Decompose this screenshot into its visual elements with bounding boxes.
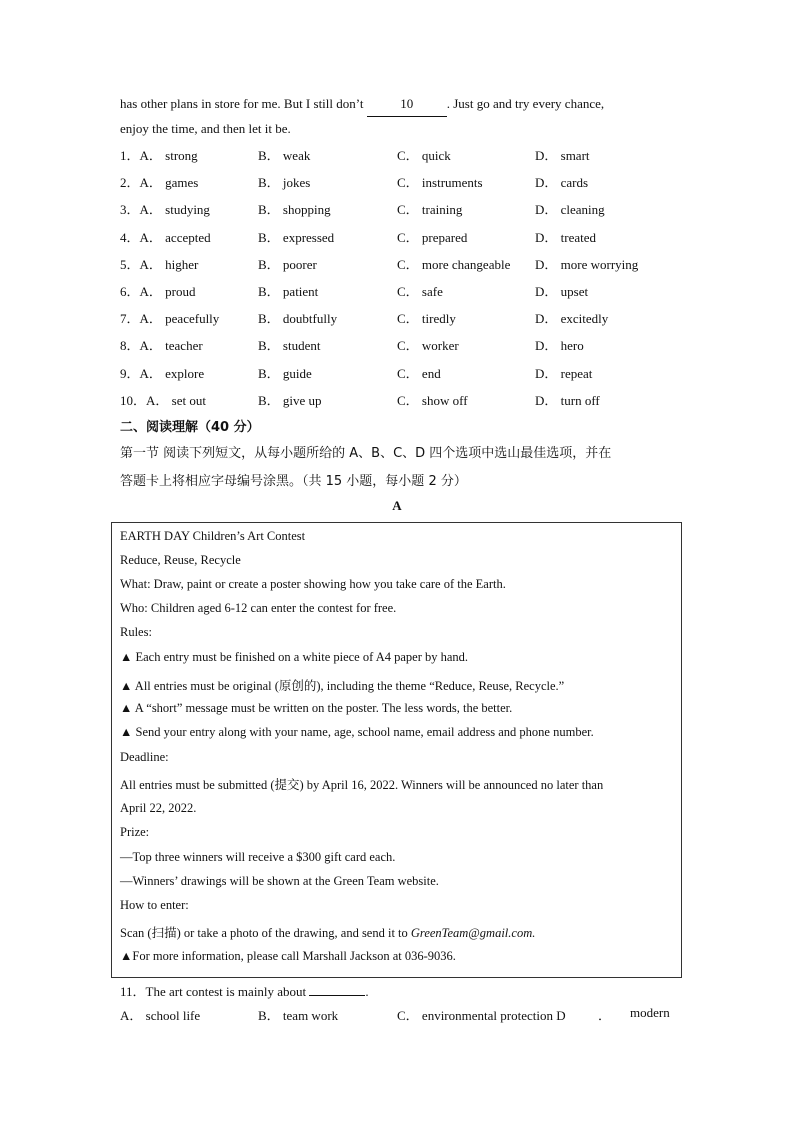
option-b: B． doubtfully (258, 311, 338, 327)
question-11-blank (309, 995, 365, 996)
option-a (120, 199, 210, 218)
deadline-line-1: All entries must be submitted (提交) by April 16, 2022. Winners will be announced no later than (120, 778, 604, 792)
instruction-line-1: 第一节 阅读下列短文，从每小题所给的 A、B、C、D 四个选项中选山最佳选项，并在 (120, 446, 612, 461)
passage-line-2: enjoy the time, and then let it be. (120, 121, 291, 136)
option-b: B． poorer (258, 256, 317, 272)
option-a (120, 335, 203, 354)
notice-subtitle: Reduce, Reuse, Recycle (120, 553, 241, 567)
option-a-text: A． studying (139, 202, 210, 218)
prize-line-1: —Top three winners will receive a $300 gift card each. (120, 850, 396, 864)
option-c: C． quick (397, 148, 451, 163)
passage-label: A (392, 498, 402, 513)
q11-option-b: B． team work (258, 1008, 339, 1023)
option-d: D． hero (535, 338, 584, 354)
option-d: D． more worrying (535, 256, 639, 272)
passage-ending (120, 92, 675, 141)
option-a (120, 145, 198, 164)
section-instructions (120, 440, 680, 496)
rule-3: ▲ A “short” message must be written on the poster. The less words, the better. (120, 701, 513, 715)
option-a-text: A． higher (139, 256, 199, 272)
option-row (120, 254, 680, 281)
how-to-enter-text: Scan (扫描) or take a photo of the drawing, and send it to GreenTeam@gmail.com. (120, 926, 536, 940)
rules-label: Rules: (120, 625, 152, 639)
question-number: 4． (120, 229, 140, 245)
option-row (120, 335, 680, 362)
notice-what: What: Draw, paint or create a poster showing how you take care of the Earth. (120, 577, 506, 591)
option-b: B． weak (258, 148, 311, 163)
notice-who: Who: Children aged 6-12 can enter the contest for free. (120, 601, 397, 615)
option-row (120, 363, 680, 390)
rule-4: ▲ Send your entry along with your name, age, school name, email address and phone number. (120, 725, 594, 739)
notice-title: EARTH DAY Children’s Art Contest (120, 529, 306, 543)
instruction-line-2: 答题卡上将相应字母编号涂黑。（共 15 小题，每小题 2 分） (120, 474, 467, 489)
question-number: 3． (120, 202, 140, 218)
q11-option-c: C． environmental protection D (397, 1008, 566, 1023)
option-b: B． student (258, 338, 321, 354)
option-d: D． cards (535, 175, 589, 191)
option-c: C． worker (397, 338, 459, 354)
q11-option-d: modern (630, 1005, 670, 1020)
deadline-label: Deadline: (120, 750, 169, 764)
option-row (120, 227, 680, 254)
option-d: D． cleaning (535, 202, 605, 218)
contest-email: GreenTeam@gmail.com. (410, 926, 536, 940)
option-a-text: A． proud (139, 284, 196, 299)
option-a-text: A． games (139, 175, 199, 191)
option-c: C． instruments (397, 175, 483, 191)
prize-line-2: —Winners’ drawings will be shown at the Green Team website. (120, 874, 439, 888)
option-a (120, 363, 204, 382)
option-row (120, 199, 680, 226)
rule-1: ▲ Each entry must be finished on a white piece of A4 paper by hand. (120, 650, 469, 664)
q11-option-d-dot: ． (598, 1008, 612, 1023)
question-11-stem: 11．The art contest is mainly about . (120, 984, 369, 999)
option-b: B． shopping (258, 202, 331, 218)
option-row (120, 145, 680, 172)
option-a (120, 254, 198, 273)
option-a (120, 390, 206, 409)
passage-line-1: has other plans in store for me. But I still don’t 10 . Just go and try every chance, (120, 92, 675, 117)
option-a-text: A． explore (139, 365, 205, 381)
question-number: 2． (120, 175, 140, 191)
option-d: D． turn off (535, 392, 600, 408)
question-number: 8． (120, 338, 140, 354)
option-c: C． end (397, 365, 441, 381)
option-a (120, 172, 198, 191)
deadline-line-2: April 22, 2022. (120, 801, 197, 815)
q11-option-a: A． school life (120, 1008, 201, 1023)
option-a-text: A． set out (146, 392, 206, 408)
option-d: D． smart (535, 148, 590, 163)
option-a-text: A． accepted (139, 229, 211, 245)
option-a-text: A． teacher (139, 338, 203, 354)
question-number: 1． (120, 148, 140, 163)
option-b: B． patient (258, 284, 319, 299)
option-a (120, 227, 211, 246)
option-d: D． upset (535, 284, 589, 299)
question-number: 9． (120, 365, 140, 381)
option-row (120, 172, 680, 199)
option-c: C． training (397, 202, 463, 218)
option-row (120, 281, 680, 308)
option-a-text: A． peacefully (139, 311, 220, 327)
option-a (120, 281, 195, 300)
option-d: D． excitedly (535, 311, 609, 327)
rule-2: ▲ All entries must be original (原创的), including the theme “Reduce, Reuse, Recycle.” (120, 679, 565, 693)
option-b: B． expressed (258, 229, 335, 245)
option-d: D． repeat (535, 365, 593, 381)
how-to-enter-label: How to enter: (120, 898, 189, 912)
option-a-text: A． strong (139, 148, 198, 163)
option-b: B． give up (258, 392, 322, 408)
option-b: B． guide (258, 365, 312, 381)
option-c: C． tiredly (397, 311, 456, 327)
prize-label: Prize: (120, 825, 150, 839)
question-number: 7． (120, 311, 140, 327)
question-11-options (120, 1005, 675, 1025)
option-a (120, 308, 219, 327)
notice-box (111, 522, 682, 978)
option-c: C． prepared (397, 229, 468, 245)
answer-blank-10: 10 (367, 92, 447, 117)
option-d: D． treated (535, 229, 597, 245)
option-c: C． safe (397, 284, 443, 299)
more-info: ▲For more information, please call Marshall Jackson at 036-9036. (120, 949, 456, 963)
question-number: 6． (120, 284, 140, 299)
option-c: C． more changeable (397, 256, 511, 272)
option-c: C． show off (397, 392, 468, 408)
question-number: 5． (120, 256, 140, 272)
option-row (120, 390, 680, 417)
option-row (120, 308, 680, 335)
question-number: 10． (120, 392, 147, 408)
option-b: B． jokes (258, 175, 311, 191)
section-heading: 二、阅读理解（40 分） (120, 420, 260, 435)
